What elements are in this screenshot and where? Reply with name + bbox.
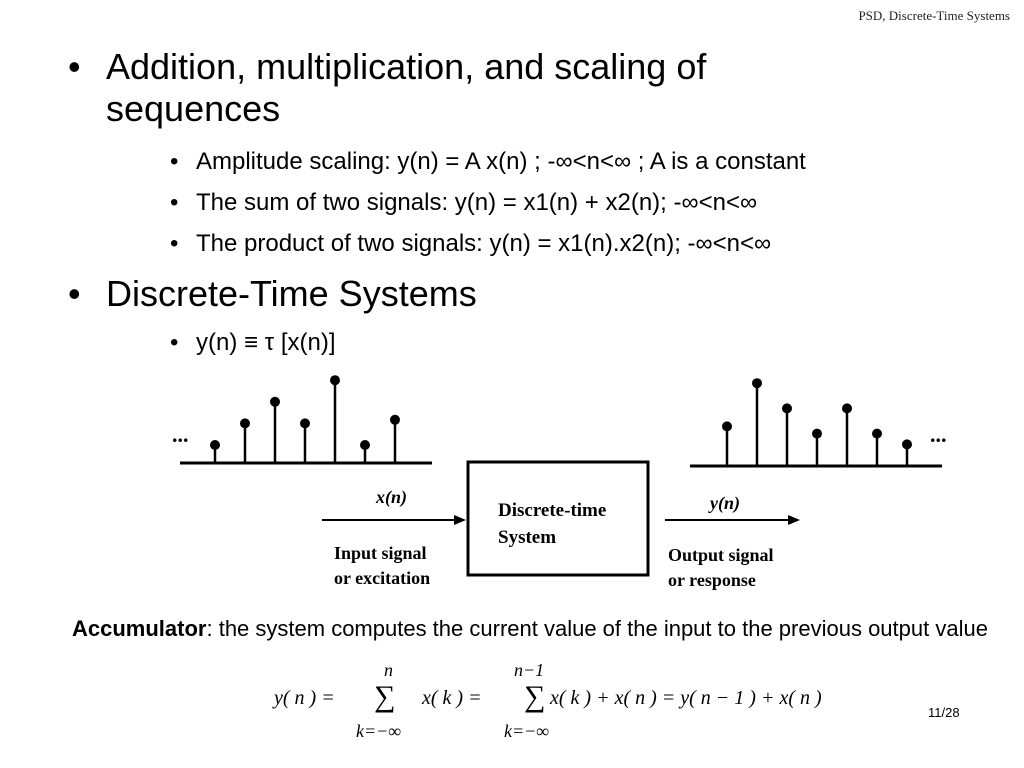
sum2-upper-limit: n−1 xyxy=(514,660,545,680)
accumulator-formula xyxy=(260,655,900,745)
bullet-dot: • xyxy=(170,148,179,175)
sum2-sigma: ∑ xyxy=(524,680,546,713)
bullet-dot: • xyxy=(170,230,179,257)
input-stem-marker xyxy=(360,440,370,450)
bullet-dot: • xyxy=(170,189,179,216)
formula-lhs: y( n ) = xyxy=(274,687,335,709)
accumulator-text: : the system computes the current value of the input to the previous output value xyxy=(206,616,988,641)
input-label: x(n) xyxy=(376,487,407,507)
bullet-text xyxy=(106,46,806,130)
system-box-line-2: System xyxy=(498,527,557,548)
input-arrowhead xyxy=(454,515,466,525)
formula-rest: x( k ) + x( n ) = y( n − 1 ) + x( n ) xyxy=(550,687,822,709)
output-stem-marker xyxy=(842,403,852,413)
input-stem-marker xyxy=(300,418,310,428)
output-caption-1: Output signal xyxy=(668,545,774,565)
output-caption-2: or response xyxy=(668,570,756,590)
formula-term1: x( k ) = xyxy=(422,687,482,709)
system-box-line-1: Discrete-time xyxy=(498,500,607,521)
output-ellipsis: ... xyxy=(930,422,947,447)
bullet-text: Discrete-Time Systems xyxy=(106,273,477,314)
output-stem-marker xyxy=(722,421,732,431)
input-stem-marker xyxy=(210,440,220,450)
accumulator-label: Accumulator xyxy=(72,616,207,641)
output-stems xyxy=(722,378,912,466)
sum2-lower-limit: k=−∞ xyxy=(504,721,550,741)
sum1-lower-limit: k=−∞ xyxy=(356,721,402,741)
input-stems xyxy=(210,375,400,463)
output-signal-plot xyxy=(690,378,947,466)
bullet-dot: • xyxy=(68,273,81,314)
subbullet-text: The product of two signals: y(n) = x1(n).x2(n); -∞<n<∞ xyxy=(196,230,772,257)
input-caption-1: Input signal xyxy=(334,543,427,563)
input-stem-marker xyxy=(390,415,400,425)
slide-header-title: PSD, Discrete-Time Systems xyxy=(858,8,1010,23)
output-stem-marker xyxy=(812,429,822,439)
output-label: y(n) xyxy=(710,493,740,513)
discrete-time-system-diagram xyxy=(160,366,960,596)
output-stem-marker xyxy=(752,378,762,388)
bullet-line-1: Addition, multiplication, and scaling of xyxy=(106,46,707,87)
output-stem-marker xyxy=(902,439,912,449)
input-caption-2: or excitation xyxy=(334,568,431,588)
sum1-sigma: ∑ xyxy=(374,680,396,713)
output-stem-marker xyxy=(872,429,882,439)
bullet-dot: • xyxy=(68,46,81,87)
sum1-upper-limit: n xyxy=(384,660,393,680)
output-arrowhead xyxy=(788,515,800,525)
input-stem-marker xyxy=(240,418,250,428)
subbullet-text: Amplitude scaling: y(n) = A x(n) ; -∞<n<∞ ; A is a constant xyxy=(196,148,806,175)
input-stem-marker xyxy=(330,375,340,385)
bullet-line-2: sequences xyxy=(106,88,281,129)
bullet-dot: • xyxy=(170,329,179,356)
accumulator-description xyxy=(72,614,1002,644)
subbullet-text: The sum of two signals: y(n) = x1(n) + x2(n); -∞<n<∞ xyxy=(196,189,758,216)
input-ellipsis: ... xyxy=(172,422,189,447)
subbullet-text: y(n) ≡ τ [x(n)] xyxy=(196,329,336,356)
output-stem-marker xyxy=(782,403,792,413)
input-signal-plot xyxy=(172,375,432,463)
input-stem-marker xyxy=(270,397,280,407)
page-number: 11/28 xyxy=(928,705,960,720)
